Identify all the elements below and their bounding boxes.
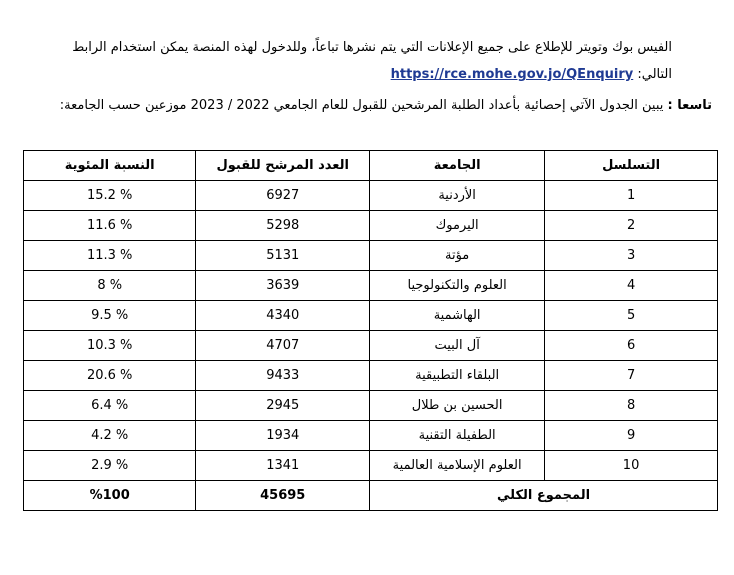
intro-paragraph [22,34,672,88]
table-header-row [24,151,718,181]
intro-line-1: الفيس بوك وتويتر للإطلاع على جميع الإعلانات التي يتم نشرها تباعاً، وللدخول لهذه المنصة يمكن استخدام الرابط [72,40,672,55]
table-row [24,181,718,211]
row-university: الهاشمية [370,301,545,331]
enquiry-link[interactable]: https://rce.mohe.gov.jo/QEnquiry [390,67,634,82]
total-label: المجموع الكلي [370,481,718,511]
row-count: 9433 [196,361,370,391]
row-seq: 9 [545,421,718,451]
row-seq: 4 [545,271,718,301]
row-percent: 6.4 % [24,391,196,421]
row-count: 4340 [196,301,370,331]
total-percent: %100 [24,481,196,511]
row-university: العلوم الإسلامية العالمية [370,451,545,481]
row-seq: 7 [545,361,718,391]
row-university: الحسين بن طلال [370,391,545,421]
table-total-row [24,481,718,511]
row-count: 2945 [196,391,370,421]
row-percent: 2.9 % [24,451,196,481]
table-body [24,181,718,511]
row-count: 5131 [196,241,370,271]
row-seq: 5 [545,301,718,331]
header-seq: التسلسل [545,151,718,181]
row-seq: 8 [545,391,718,421]
section-text: يبين الجدول الآتي إحصائية بأعداد الطلبة المرشحين للقبول للعام الجامعي 2022 / 2023 موزعين حسب الجامعة: [59,98,668,113]
row-seq: 10 [545,451,718,481]
row-count: 5298 [196,211,370,241]
section-paragraph [46,92,712,120]
row-percent: 8 % [24,271,196,301]
total-count: 45695 [196,481,370,511]
table-row [24,361,718,391]
row-seq: 6 [545,331,718,361]
row-university: الأردنية [370,181,545,211]
row-university: البلقاء التطبيقية [370,361,545,391]
admission-stats-table [23,150,718,511]
table-row [24,301,718,331]
row-university: العلوم والتكنولوجيا [370,271,545,301]
row-percent: 20.6 % [24,361,196,391]
section-lead: تاسعا : [667,98,712,113]
row-percent: 9.5 % [24,301,196,331]
table-row [24,241,718,271]
row-percent: 11.3 % [24,241,196,271]
row-university: الطفيلة التقنية [370,421,545,451]
header-university: الجامعة [370,151,545,181]
row-university: آل البيت [370,331,545,361]
row-university: اليرموك [370,211,545,241]
intro-line-2-prefix: التالي: [633,67,672,82]
row-university: مؤتة [370,241,545,271]
row-seq: 1 [545,181,718,211]
row-count: 4707 [196,331,370,361]
row-percent: 10.3 % [24,331,196,361]
table-row [24,451,718,481]
table-row [24,271,718,301]
table-row [24,391,718,421]
header-count: العدد المرشح للقبول [196,151,370,181]
row-percent: 4.2 % [24,421,196,451]
row-count: 6927 [196,181,370,211]
row-seq: 3 [545,241,718,271]
table-row [24,211,718,241]
row-percent: 15.2 % [24,181,196,211]
header-percent: النسبة المئوية [24,151,196,181]
row-percent: 11.6 % [24,211,196,241]
row-count: 3639 [196,271,370,301]
row-count: 1934 [196,421,370,451]
table-row [24,421,718,451]
table-row [24,331,718,361]
row-seq: 2 [545,211,718,241]
row-count: 1341 [196,451,370,481]
